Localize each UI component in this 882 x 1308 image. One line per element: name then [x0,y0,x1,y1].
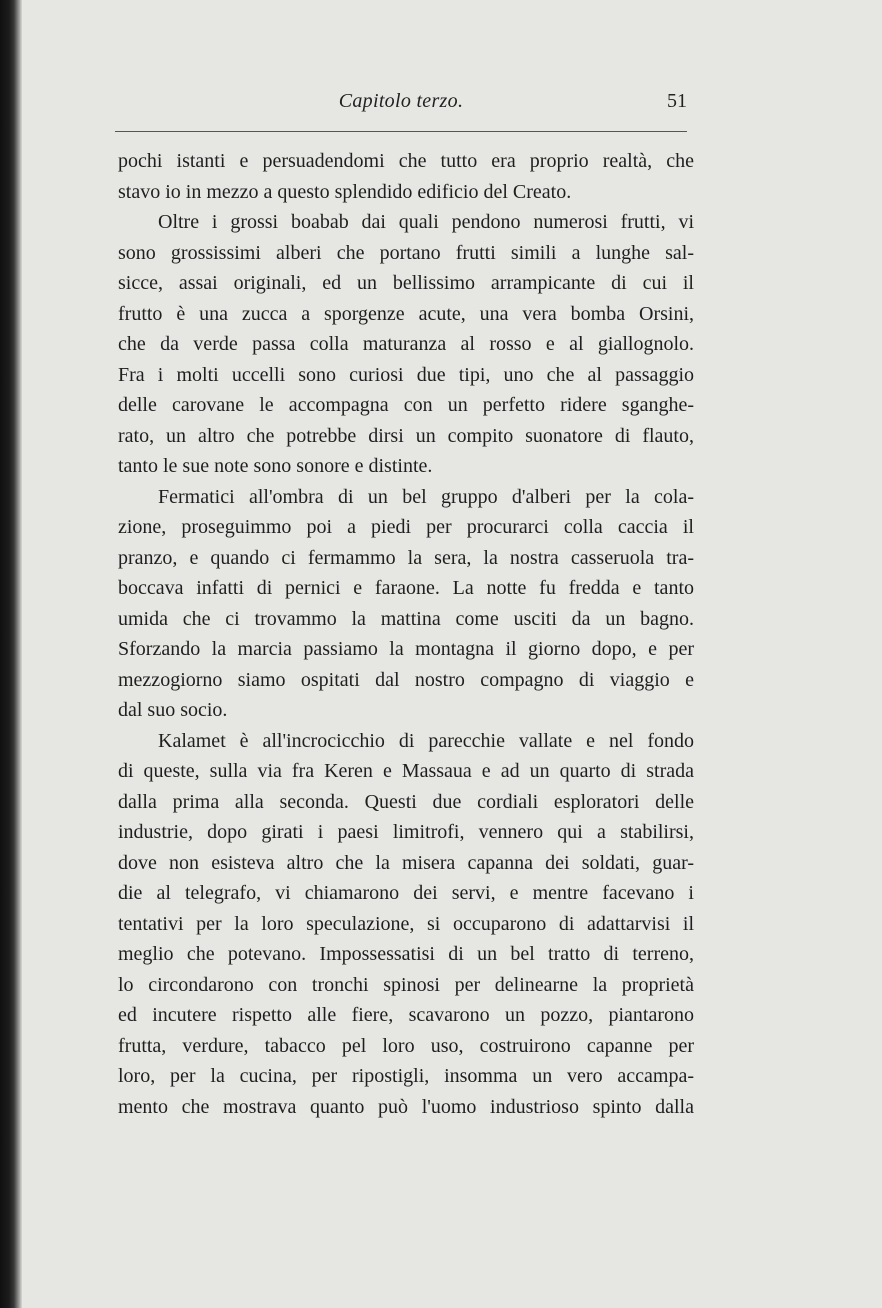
chapter-title: Capitolo terzo. [338,90,464,112]
text-line: dal suo socio. [118,699,228,721]
text-line: delle carovane le accompagna con un perfetto ridere sganghe- [118,394,694,416]
text-line: Oltre i grossi boabab dai quali pendono numerosi frutti, vi [158,211,694,233]
paragraph-3 [118,482,694,726]
text-line: dalla prima alla seconda. Questi due cordiali esploratori delle [118,790,694,813]
paragraph-2 [118,207,694,482]
text-line: industrie, dopo girati i paesi limitrofi, vennero qui a stabilirsi, [118,821,694,843]
text-line: rato, un altro che potrebbe dirsi un compito suonatore di flauto, [118,424,694,447]
body-text [118,146,694,1122]
text-line: mezzogiorno siamo ospitati dal nostro compagno di viaggio e [118,668,694,691]
header-rule [115,131,687,132]
text-line: dove non esisteva altro che la misera capanna dei soldati, guar- [118,851,694,874]
text-line: boccava infatti di pernici e faraone. La notte fu fredda e tanto [118,577,694,599]
paragraph-4 [118,726,694,1123]
text-line: Kalamet è all'incrocicchio di parecchie vallate e nel fondo [158,729,694,752]
text-line: pranzo, e quando ci fermammo la sera, la nostra casseruola tra- [118,546,694,569]
text-line: loro, per la cucina, per ripostigli, insomma un vero accampa- [118,1065,694,1087]
text-line: stavo io in mezzo a questo splendido edificio del Creato. [118,180,572,203]
text-line: pochi istanti e persuadendomi che tutto era proprio realtà, che [118,150,694,172]
text-line: mento che mostrava quanto può l'uomo industrioso spinto dalla [118,1095,694,1118]
paragraph-1 [118,146,694,207]
text-line: sono grossissimi alberi che portano frutti simili a lunghe sal- [118,241,694,264]
text-line: Fra i molti uccelli sono curiosi due tipi, uno che al passaggio [118,363,694,386]
text-line: Fermatici all'ombra di un bel gruppo d'alberi per la cola- [158,485,694,508]
text-line: frutta, verdure, tabacco pel loro uso, costruirono capanne per [118,1034,694,1057]
text-line: frutto è una zucca a sporgenze acute, una vera bomba Orsini, [118,302,694,325]
page-binding-shadow [0,0,22,1308]
text-line: umida che ci trovammo la mattina come usciti da un bagno. [118,607,694,630]
text-line: Sforzando la marcia passiamo la montagna il giorno dopo, e per [118,638,694,660]
running-head [115,88,687,128]
text-line: lo circondarono con tronchi spinosi per delinearne la proprietà [118,973,694,996]
text-line: di queste, sulla via fra Keren e Massaua e ad un quarto di strada [118,760,694,782]
text-line: tanto le sue note sono sonore e distinte. [118,455,433,477]
text-line: ed incutere rispetto alle fiere, scavarono un pozzo, piantarono [118,1004,694,1026]
text-line: meglio che potevano. Impossessatisi di un bel tratto di terreno, [118,943,694,965]
text-line: che da verde passa colla maturanza al rosso e al giallognolo. [118,333,694,355]
text-line: zione, proseguimmo poi a piedi per procurarci colla caccia il [118,516,694,538]
text-line: tentativi per la loro speculazione, si occuparono di adattarvisi il [118,912,694,935]
page-number: 51 [667,90,687,112]
text-line: die al telegrafo, vi chiamarono dei servi, e mentre facevano i [118,882,694,904]
text-line: sicce, assai originali, ed un bellissimo arrampicante di cui il [118,272,694,294]
